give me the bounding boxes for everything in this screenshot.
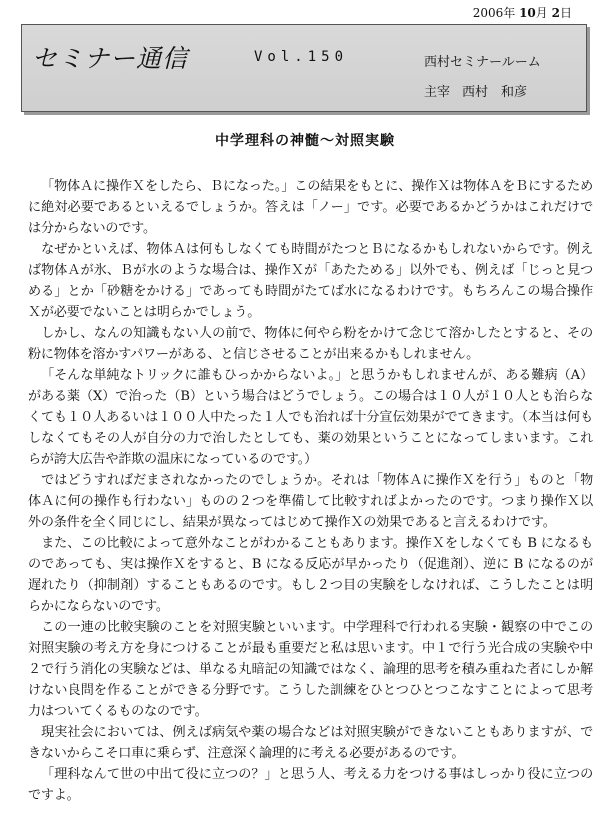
paragraph: ではどうすればだまされなかったのでしょうか。それは「物体Ａに操作Ｘを行う」ものと「物体Ａに何の操作も行わない」ものの２つを準備して比較すればよかったのです。つまり操作Ｘ以外の条件を全く同じにし、結果が異なってはじめて操作Ｘの効果であると言えるわけです。	[28, 473, 593, 530]
paragraph: この一連の比較実験のことを対照実験といいます。中学理科で行われる実験・観察の中でこの対照実験の考え方を身につけることが最も重要だと私は思います。中１で行う光合成の実験や中２で行う消化の実験などは、単なる丸暗記の知識ではなく、論理的思考を積み重ねた者にしか解けない良問を作ることができる分野です。こうした訓練をひとつひとつこなすことによって思考力はついてくるものなのです。	[28, 620, 593, 719]
author-name: 西村 和彦	[462, 85, 528, 100]
volume-number: Vol.150	[254, 49, 349, 65]
date-year: 2006	[472, 6, 504, 20]
paragraph: しかし、なんの知識もない人の前で、物体に何やら粉をかけて念じて溶かしたとすると、その粉に物体を溶かすパワーがある、と信じさせることが出来るかもしれません。	[28, 326, 593, 362]
paragraph: 現実社会においては、例えば病気や薬の場合などは対照実験ができないこともありますが、できないからこそ口車に乗らず、注意深く論理的に考える必要があるのです。	[28, 725, 593, 761]
date-day-unit: 日	[559, 6, 572, 20]
date-month-unit: 月	[535, 6, 548, 20]
paragraph: また、この比較によって意外なことがわかることもあります。操作Ｘをしなくても B になるものであっても、実は操作Ｘをすると、B になる反応が早かったり（促進剤）、逆に B になるのが遅れたり（抑制剤）することもあるのです。もし２つ目の実験をしなければ、こうしたことは明らかにならないのです。	[28, 536, 593, 614]
author-line	[424, 81, 539, 100]
masthead	[21, 24, 587, 112]
date-month: 10	[519, 6, 536, 20]
article-title: 中学理科の神髄～対照実験	[215, 133, 395, 149]
paragraph: 「理科なんて世の中出て役に立つの？」と思う人、考える力をつける事はしっかり役に立つのですよ。	[28, 767, 593, 803]
paragraph: なぜかといえば、物体Ａは何もしなくても時間がたつとＢになるかもしれないからです。例えば物体Ａが氷、Ｂが水のような場合は、操作Ｘが「あたためる」以外でも、例えば「じっと見つめる」とか「砂糖をかける」であっても時間がたてば水になるわけです。もちろんこの場合操作Ｘが必要でないことは明らかでしょう。	[28, 242, 593, 320]
author-role: 主宰	[424, 85, 451, 100]
date-day: 2	[551, 6, 560, 20]
organization-name: 西村セミナールーム	[424, 55, 541, 70]
article-body	[28, 176, 593, 806]
date-year-unit: 年	[503, 6, 516, 20]
paragraph: 「物体Ａに操作Ｘをしたら、Ｂになった。」この結果をもとに、操作Ｘは物体ＡをＢにするために絶対必要であるといえるでしょうか。答えは「ノー」です。必要であるかどうかはこれだけでは分からないのです。	[28, 179, 593, 236]
paragraph: 「そんな単純なトリックに誰もひっかからないよ。」と思うかもしれませんが、ある難病（A）がある薬（X）で治った（B）という場合はどうでしょう。この場合は１０人が１０人とも治らなくても１０人あるいは１００人中たった１人でも治れば十分宣伝効果がでてきます。（本当は何もしなくてもその人が自分の力で治したとしても、薬の効果ということになってしまいます。これらが誇大広告や詐欺の温床になっているのです。）	[28, 368, 593, 467]
newsletter-title: セミナー通信	[32, 44, 189, 73]
issue-date	[473, 4, 572, 21]
